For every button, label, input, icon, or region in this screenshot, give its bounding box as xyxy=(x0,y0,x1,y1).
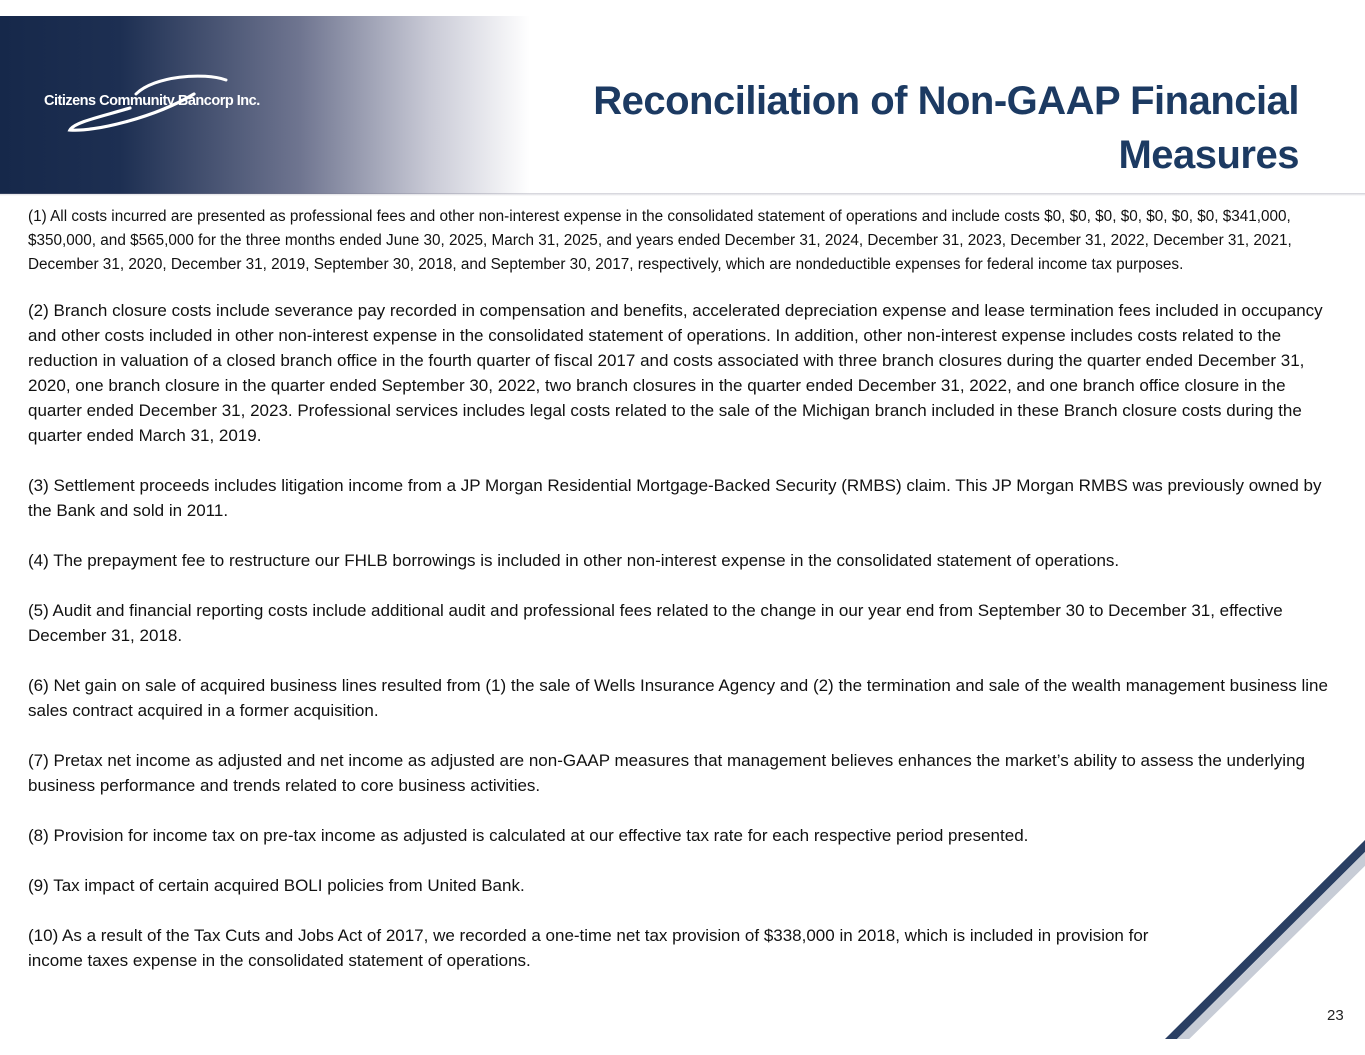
footnote-2: (2) Branch closure costs include severance pay recorded in compensation and benefits, accelerated depreciation expense and lease termination fees included in occupancy and other costs included in other non-interest expense in the consolidated statement of operations. In addition, other non-interest expense includes costs related to the reduction in valuation of a closed branch office in the fourth quarter of fiscal 2017 and costs associated with three branch closures during the quarter ended December 31, 2020, one branch closure in the quarter ended September 30, 2022, two branch closures in the quarter ended December 31, 2022, and one branch office closure in the quarter ended December 31, 2023. Professional services includes legal costs related to the sale of the Michigan branch included in these Branch closure costs during the quarter ended March 31, 2019. xyxy=(28,301,1323,445)
logo-text: Citizens Community Bancorp Inc. xyxy=(44,93,260,109)
footnote-8: (8) Provision for income tax on pre-tax income as adjusted is calculated at our effective tax rate for each respective period presented. xyxy=(28,826,1029,845)
footnote-4: (4) The prepayment fee to restructure our FHLB borrowings is included in other non-interest expense in the consolidated statement of operations. xyxy=(28,551,1120,570)
header-divider xyxy=(0,193,1365,196)
company-logo xyxy=(44,74,274,136)
footnote-3: (3) Settlement proceeds includes litigation income from a JP Morgan Residential Mortgage-Backed Security (RMBS) claim. This JP Morgan RMBS was previously owned by the Bank and sold in 2011. xyxy=(28,476,1322,520)
footnote-9: (9) Tax impact of certain acquired BOLI policies from United Bank. xyxy=(28,876,525,895)
page-title: Reconciliation of Non-GAAP Financial Measures xyxy=(593,79,1299,177)
footnote-1: (1) All costs incurred are presented as professional fees and other non-interest expense in the consolidated statement of operations and include costs $0, $0, $0, $0, $0, $0, $0, $341,000, $350,000, and $565,000 for the three months ended June 30, 2025, March 31, 2025, and years ended December 31, 2024, December 31, 2023, December 31, 2022, December 31, 2021, December 31, 2020, December 31, 2019, September 30, 2018, and September 30, 2017, respectively, which are nondeductible expenses for federal income tax purposes. xyxy=(28,208,1292,273)
footnote-6: (6) Net gain on sale of acquired business lines resulted from (1) the sale of Wells Insurance Agency and (2) the termination and sale of the wealth management business line sales contract acquired in a former acquisition. xyxy=(28,676,1328,720)
footnote-5: (5) Audit and financial reporting costs include additional audit and professional fees related to the change in our year end from September 30 to December 31, effective December 31, 2018. xyxy=(28,601,1283,645)
footnote-10: (10) As a result of the Tax Cuts and Jobs Act of 2017, we recorded a one-time net tax provision of $338,000 in 2018, which is included in provision for income taxes expense in the consolidated statement of operations. xyxy=(28,926,1149,970)
footnotes xyxy=(28,205,1338,973)
page-number: 23 xyxy=(1327,1007,1344,1024)
footnote-7: (7) Pretax net income as adjusted and net income as adjusted are non-GAAP measures that management believes enhances the market’s ability to assess the underlying business performance and trends related to core business activities. xyxy=(28,751,1305,795)
